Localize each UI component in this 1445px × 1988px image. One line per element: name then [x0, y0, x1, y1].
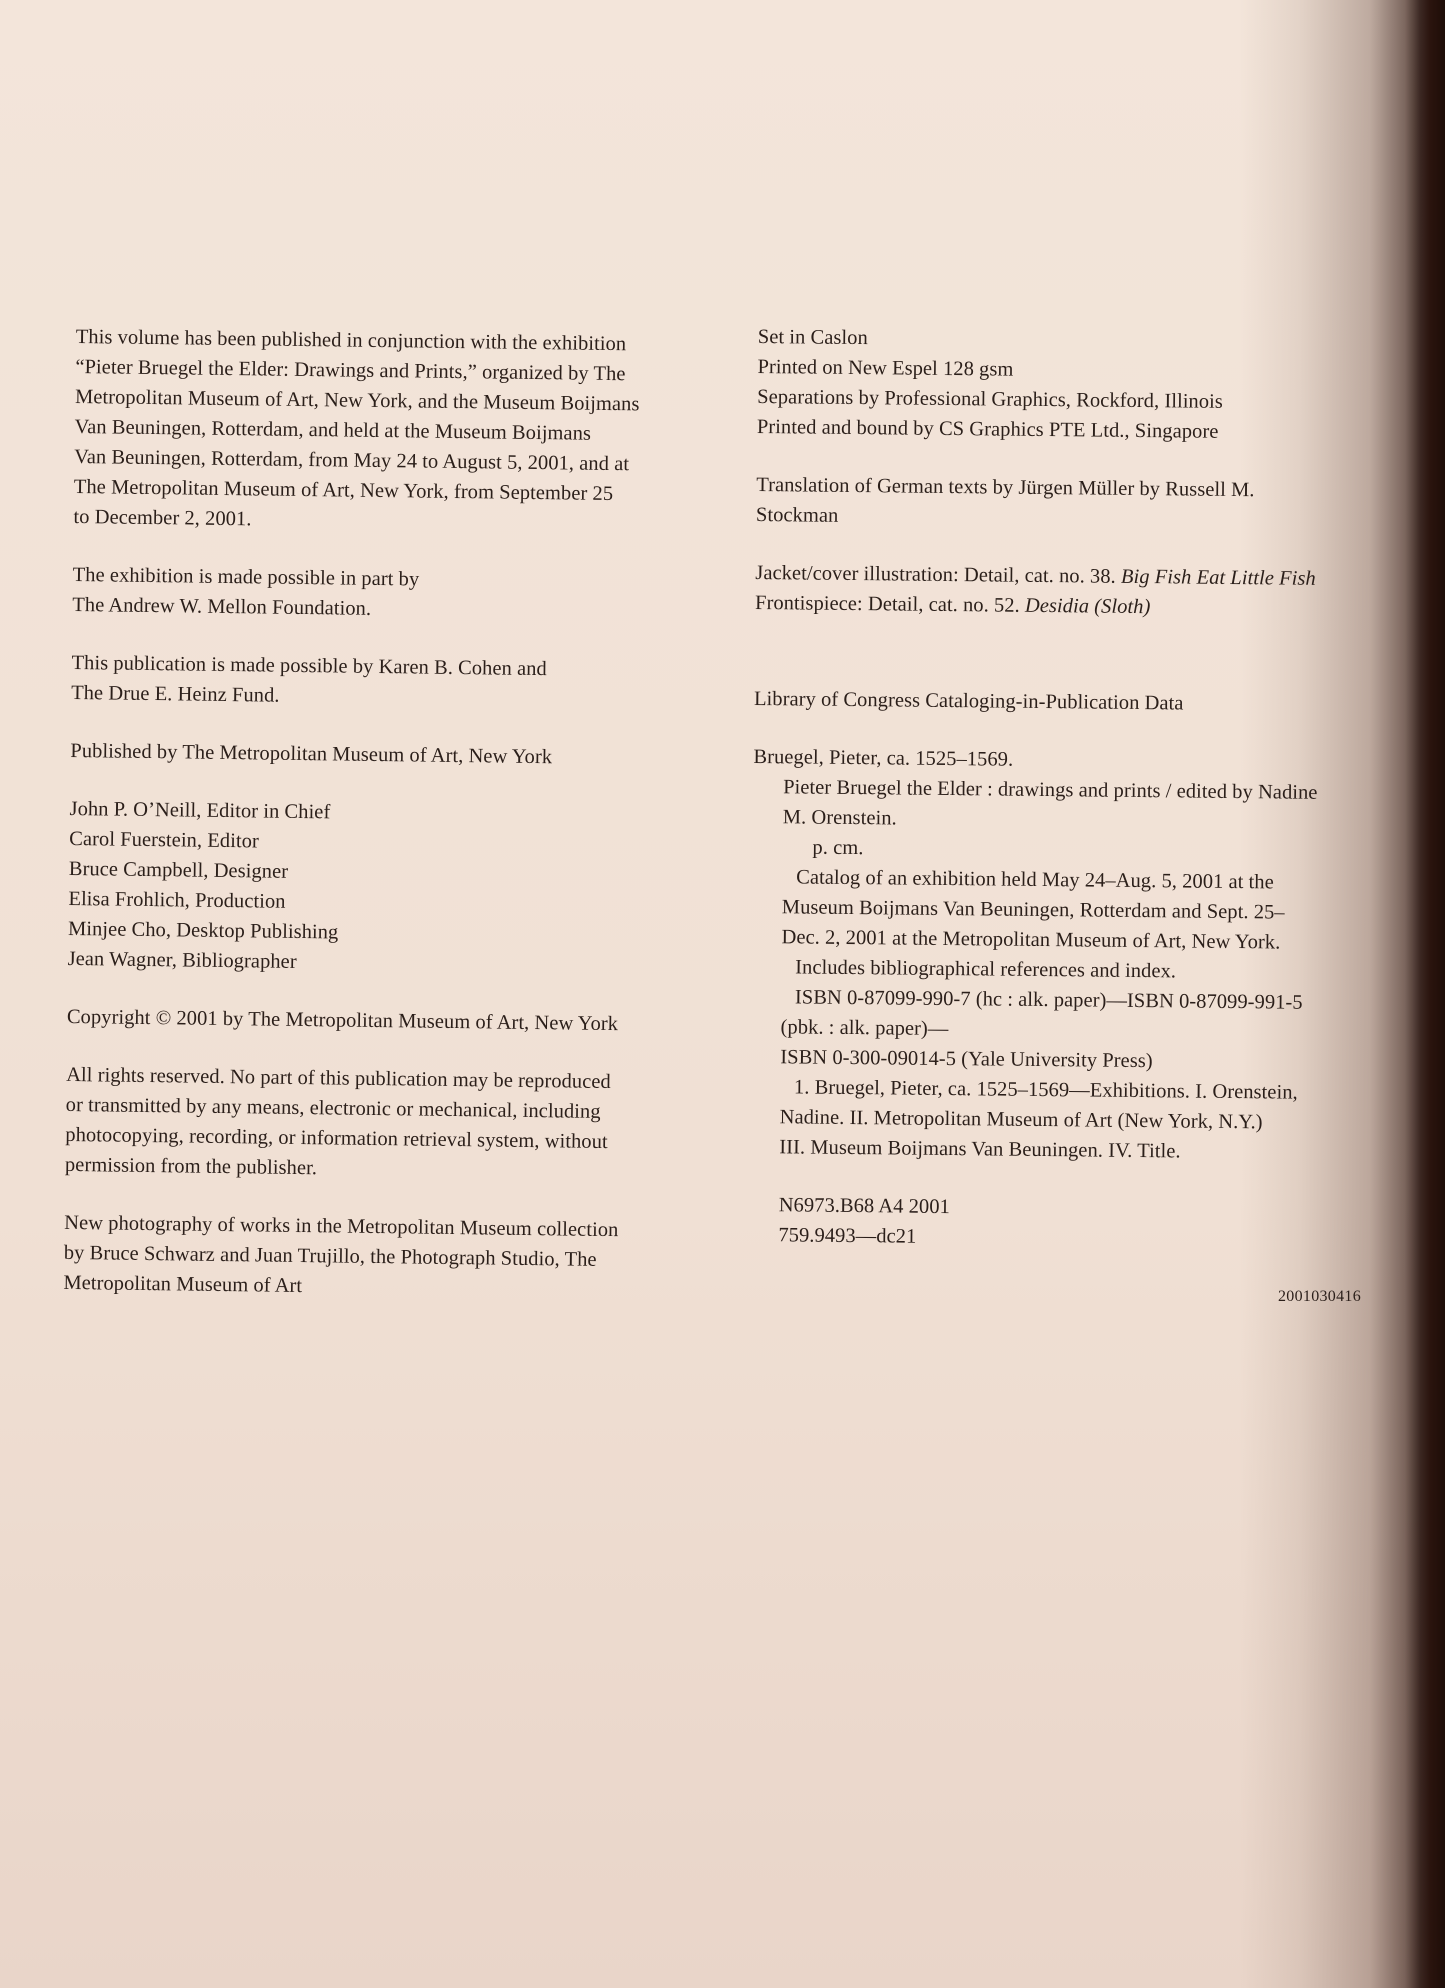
rights-line: permission from the publisher. — [64, 1153, 318, 1180]
rights-line: photocopying, recording, or information retrieval system, without — [65, 1123, 608, 1154]
cip-note-line: Dec. 2, 2001 at the Metropolitan Museum of Art, New York. — [781, 926, 1281, 954]
production-details — [757, 322, 1378, 448]
rights-line: or transmitted by any means, electronic or mechanical, including — [65, 1093, 601, 1123]
cip-author: Bruegel, Pieter, ca. 1525–1569. — [753, 745, 1014, 771]
exhibition-note-line: to December 2, 2001. — [73, 505, 252, 531]
cip-isbn-line: (pbk. : alk. paper)— — [780, 1016, 949, 1041]
cip-isbn-line: ISBN 0-300-09014-5 (Yale University Press) — [780, 1046, 1153, 1073]
exhibition-sponsor-line: The exhibition is made possible in part by — [72, 563, 420, 591]
frontispiece-title: Desidia (Sloth) — [1024, 594, 1151, 619]
jacket-title: Big Fish Eat Little Fish — [1120, 565, 1316, 590]
translation-line: Translation of German texts by Jürgen Müller by Russell M. — [756, 473, 1255, 502]
cip-isbn-line: ISBN 0-87099-990-7 (hc : alk. paper)—ISBN 0-87099-991-5 — [794, 986, 1303, 1014]
copyright-notice — [67, 1002, 707, 1040]
credit-line: John P. O’Neill, Editor in Chief — [69, 797, 331, 824]
illustration-credits — [755, 558, 1376, 624]
left-column — [63, 322, 716, 1334]
cip-subjects-line: III. Museum Boijmans Van Beuningen. IV. Title. — [779, 1136, 1181, 1163]
publication-sponsor-line: The Drue E. Heinz Fund. — [70, 681, 280, 707]
cip-note-line: Catalog of an exhibition held May 24–Aug. 5, 2001 at the — [796, 866, 1274, 894]
cip-subjects-line: Nadine. II. Metropolitan Museum of Art (New York, N.Y.) — [779, 1106, 1263, 1134]
copyright-line: Copyright © 2001 by The Metropolitan Museum of Art, New York — [66, 1005, 619, 1036]
credit-line: Bruce Campbell, Designer — [68, 857, 289, 883]
credit-line: Jean Wagner, Bibliographer — [67, 947, 297, 973]
credit-line: Minjee Cho, Desktop Publishing — [67, 917, 339, 944]
exhibition-note-line: Metropolitan Museum of Art, New York, and the Museum Boijmans — [74, 385, 640, 416]
cip-subjects-line: 1. Bruegel, Pieter, ca. 1525–1569—Exhibitions. I. Orenstein, — [793, 1076, 1298, 1104]
cip-record — [749, 742, 1373, 1168]
cip-classification — [748, 1190, 1369, 1256]
cip-physical: p. cm. — [812, 836, 864, 860]
production-line: Set in Caslon — [757, 325, 868, 350]
photography-credit — [63, 1208, 704, 1306]
jacket-prefix: Jacket/cover illustration: Detail, cat. no. 38. — [755, 561, 1122, 588]
exhibition-note-line: Van Beuningen, Rotterdam, and held at the Museum Boijmans — [74, 415, 592, 445]
production-line: Printed on New Espel 128 gsm — [757, 355, 1014, 381]
photography-line: Metropolitan Museum of Art — [63, 1271, 303, 1298]
exhibition-note-line: This volume has been published in conjunction with the exhibition — [75, 325, 627, 356]
exhibition-note — [73, 322, 716, 540]
cip-title-line: Pieter Bruegel the Elder : drawings and prints / edited by Nadine — [783, 776, 1318, 804]
exhibition-sponsor — [72, 560, 713, 628]
lccn-number: 2001030416 — [1278, 1288, 1361, 1305]
spacer — [754, 646, 1374, 690]
photography-line: New photography of works in the Metropolitan Museum collection — [64, 1211, 619, 1242]
publisher-statement — [70, 736, 710, 774]
publisher-line: Published by The Metropolitan Museum of Art, New York — [70, 739, 553, 769]
production-line: Separations by Professional Graphics, Rockford, Illinois — [757, 385, 1223, 413]
frontispiece-prefix: Frontispiece: Detail, cat. no. 52. — [754, 591, 1026, 617]
exhibition-note-line: Van Beuningen, Rotterdam, from May 24 to August 5, 2001, and at — [74, 445, 630, 476]
credit-line: Carol Fuerstein, Editor — [69, 827, 259, 853]
publication-sponsor — [71, 648, 712, 716]
credit-line: Elisa Frohlich, Production — [68, 887, 286, 913]
cip-bibliography: Includes bibliographical references and index. — [795, 956, 1177, 983]
translation-line: Stockman — [755, 503, 839, 527]
translation-credit — [756, 470, 1377, 536]
cip-heading-text: Library of Congress Cataloging-in-Publication Data — [753, 687, 1184, 715]
call-number: N6973.B68 A4 2001 — [778, 1194, 950, 1219]
rights-notice — [65, 1060, 707, 1188]
exhibition-sponsor-line: The Andrew W. Mellon Foundation. — [72, 593, 372, 620]
exhibition-note-line: “Pieter Bruegel the Elder: Drawings and Prints,” organized by The — [75, 355, 626, 386]
photography-line: by Bruce Schwarz and Juan Trujillo, the Photograph Studio, The — [63, 1241, 597, 1271]
dewey-number: 759.9493—dc21 — [778, 1224, 917, 1248]
cip-heading — [754, 684, 1374, 720]
exhibition-note-line: The Metropolitan Museum of Art, New York, from September 25 — [73, 475, 614, 506]
staff-credits — [67, 794, 709, 982]
right-column — [748, 322, 1378, 1284]
production-line: Printed and bound by CS Graphics PTE Ltd., Singapore — [756, 415, 1219, 443]
rights-line: All rights reserved. No part of this publication may be reproduced — [65, 1063, 611, 1094]
publication-sponsor-line: This publication is made possible by Karen B. Cohen and — [71, 651, 547, 681]
cip-note-line: Museum Boijmans Van Beuningen, Rotterdam and Sept. 25– — [781, 896, 1285, 924]
cip-title-line: M. Orenstein. — [782, 806, 897, 830]
